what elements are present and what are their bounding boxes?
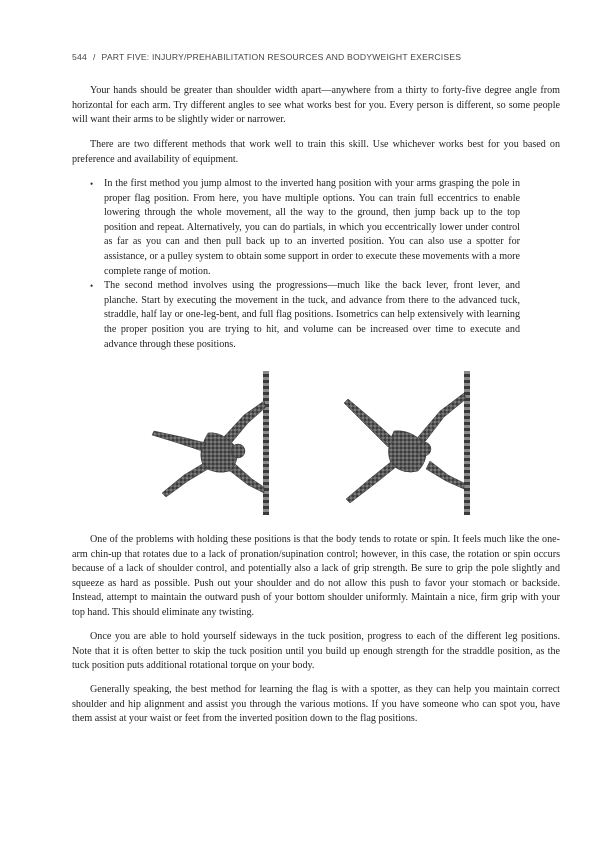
section-title: PART FIVE: INJURY/PREHABILITATION RESOURCES AND BODYWEIGHT EXERCISES (101, 52, 462, 62)
header-separator: / (92, 52, 96, 62)
paragraph-hand-width: Your hands should be greater than shoulder width apart—anywhere from a thirty to forty-five degree angle from horizontal for each arm. Try different angles to see what works best for you. Every person is different, so some people will want their arms to be slightly wider or narrower. (72, 85, 560, 126)
list-item-text: The second method involves using the progressions—much like the back lever, front lever, and planche. Start by executing the movement in the tuck, and advance from there to the advanced tuck, straddle, half lay or one-leg-bent, and full flag positions. Isometrics can help extensively with learning the proper position you are trying to hit, and volume can be increased over time to execute and advance through these positions. (104, 280, 520, 350)
paragraph-two-methods: There are two different methods that work well to train this skill. Use whichever works best for you based on preference and availability of equipment. (72, 139, 560, 165)
methods-list (72, 177, 560, 352)
flag-figure-right (344, 371, 470, 515)
pole-left (263, 371, 269, 515)
bullet-icon: • (90, 281, 94, 292)
bullet-icon: • (90, 179, 94, 189)
paragraph-rotation-problem: One of the problems with holding these positions is that the body tends to rotate or spin. It feels much like the one-arm chin-up that rotates due to a lack of pronation/supination control; however, in this case, the rotation or spin occurs because of a lack of shoulder control, and potentially also a lack of grip strength. Be sure to grip the pole slightly and squeeze as hard as possible. Push out your shoulder and do not allow this push to favor your stomach or backside. Instead, attempt to maintain the outward push of your bottom shoulder uniformly. Maintain a nice, firm grip with your top hand. This should eliminate any twisting. (72, 534, 560, 618)
flag-illustration (148, 371, 484, 515)
paragraph-leg-positions: Once you are able to hold yourself sideways in the tuck position, progress to each of the different leg positions. Note that it is often better to skip the tuck position until you build up enough strength for the straddle position, as the tuck position puts additional rotational torque on your body. (72, 631, 560, 672)
paragraph-spotter: Generally speaking, the best method for learning the flag is with a spotter, as they can help you maintain correct shoulder and hip alignment and assist you through the various motions. If you have someone who can spot you, have them assist at your waist or feet from the inverted position down to the flag positions. (72, 684, 560, 725)
flag-figure-left (152, 371, 269, 515)
list-item (72, 177, 520, 279)
list-item-text: In the first method you jump almost to the inverted hang position with your arms grasping the pole in proper flag position. From here, you have multiple options. You can train full eccentrics to enable lowering through the whole movement, all the way to the ground, then jump back up to the top position and repeat. Alternatively, you can do partials, in which you eccentrically lower under control as far as you can and then pull back up to an inverted position. You can also use a spotter for assistance, or a pulley system to obtain some support in order to execute these movements with a more complete range of motion. (104, 178, 520, 277)
running-head (72, 52, 461, 62)
page-number: 544 (72, 52, 87, 62)
pole-right (464, 371, 470, 515)
list-item (72, 279, 520, 352)
